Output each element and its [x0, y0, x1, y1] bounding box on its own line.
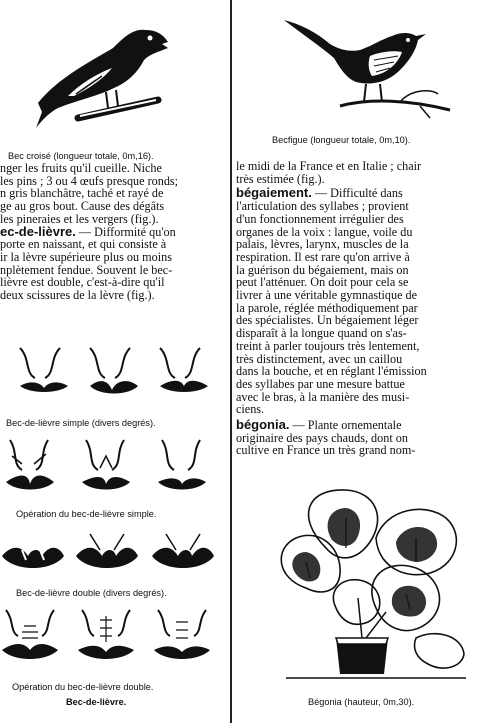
text-line: le midi de la France et en Italie ; chair — [236, 159, 422, 173]
begonia-illustration — [266, 478, 476, 688]
text-line: disparaît à la longue quand on s'as- — [236, 326, 407, 341]
text-line: l'articulation des syllabes ; provient — [236, 199, 409, 214]
text-line: dans la bouche, et en réglant l'émission — [236, 364, 427, 379]
text-line: ir la lèvre supérieure plus ou moins — [0, 249, 172, 264]
text-line: les pins ; 3 ou 4 œufs presque ronds; — [0, 173, 179, 188]
entry-heading-bec-de-lievre: ec-de-lièvre. — [0, 223, 76, 239]
text-line: avec le bras, à la manière des musi- — [236, 389, 410, 404]
plate-title: Bec-de-lièvre. — [66, 697, 127, 707]
text-line: porte en naissant, et qui consiste à — [0, 237, 167, 252]
text-line: très estimée (fig.). — [236, 171, 325, 186]
text-line: la guérison du bégaiement, mais on — [236, 262, 409, 277]
text-line: respiration. Il est rare qu'on arrive à — [236, 249, 410, 264]
text-line: nger les fruits qu'il cueille. Niche — [0, 161, 162, 175]
caption-double: Bec-de-lièvre double (divers degrés). — [16, 588, 167, 598]
text-line: ciens. — [236, 402, 265, 417]
text-line: la parole, réglée méthodiquement par — [236, 300, 418, 315]
crossbill-illustration — [18, 8, 178, 138]
column-divider — [230, 0, 232, 723]
text-line: très distinctement, avec un caillou — [236, 351, 403, 366]
double-cleft-lip-illustrations — [0, 522, 228, 582]
right-text-block — [236, 160, 486, 457]
text-line: organes de la voix : langue, voile du — [236, 224, 413, 239]
double-operation-illustrations — [0, 600, 228, 675]
left-text-block — [0, 162, 228, 302]
text-line: des syllabes par une mesure battue — [236, 376, 405, 391]
text-line: originaire des pays chauds, dont on — [236, 430, 408, 445]
text-line: lièvre est double, c'est-à-dire qu'il — [0, 275, 165, 290]
text-line: n gris blanchâtre, taché et rayé de — [0, 186, 164, 201]
text-line: livrer à une véritable gymnastique de — [236, 288, 418, 303]
simple-operation-illustrations — [0, 430, 228, 505]
text-line: d'un fonctionnement irrégulier des — [236, 211, 404, 226]
text-line: les pineraies et les vergers (fig.). — [0, 211, 159, 226]
caption-operation-simple: Opération du bec-de-lièvre simple. — [16, 509, 157, 519]
text-line: — Plante ornementale — [289, 418, 402, 433]
entry-heading-begonia: bégonia. — [236, 417, 290, 433]
text-line: des spécialistes. Un bégaiement léger — [236, 313, 419, 328]
caption-operation-double: Opération du bec-de-lièvre double. — [12, 682, 154, 692]
text-line: cultive en France un très grand nom- — [236, 443, 416, 458]
becfigue-illustration — [280, 10, 460, 122]
text-line: palais, lèvres, larynx, muscles de la — [236, 237, 409, 252]
text-line: treint à parler toujours très lentement, — [236, 338, 420, 353]
caption-begonia: Bégonia (hauteur, 0m,30). — [308, 697, 415, 707]
text-line: — Difformité qu'on — [75, 224, 176, 239]
text-line: deux scissures de la lèvre (fig.). — [0, 288, 155, 303]
caption-becfigue: Becfigue (longueur totale, 0m,10). — [272, 135, 411, 145]
text-line: nplètement fendue. Souvent le bec- — [0, 262, 173, 277]
simple-cleft-lip-illustrations — [0, 338, 228, 418]
entry-heading-begaiement: bégaiement. — [236, 185, 312, 201]
text-line: — Difficulté dans — [311, 186, 403, 201]
text-line: peut l'atténuer. On doit pour cela se — [236, 275, 409, 290]
caption-simple: Bec-de-lièvre simple (divers degrés). — [6, 418, 156, 428]
text-line: ge au gros bout. Cause des dégâts — [0, 199, 165, 214]
caption-bec-croise: Bec croisé (longueur totale, 0m,16). — [8, 151, 154, 161]
